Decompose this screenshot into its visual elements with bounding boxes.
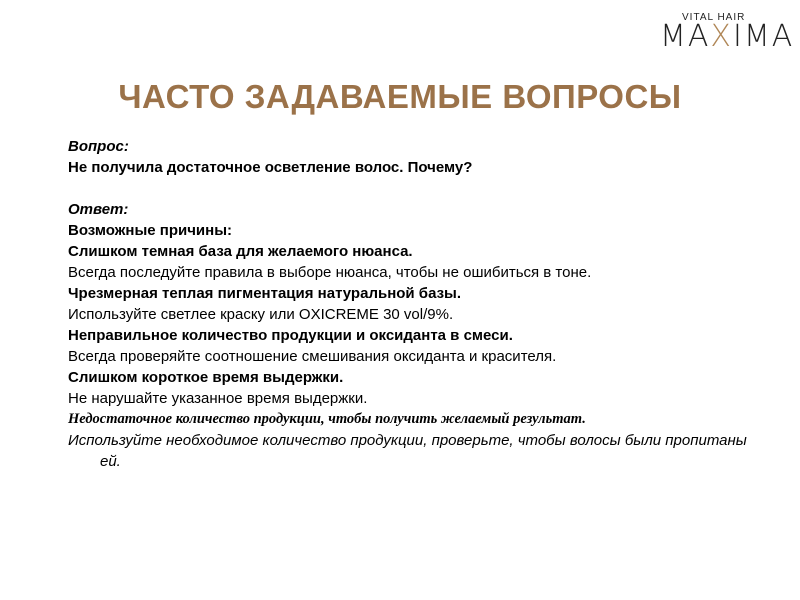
spacer bbox=[68, 178, 768, 199]
faq-content bbox=[68, 136, 768, 472]
advice-3: Всегда проверяйте соотношение смешивания оксиданта и красителя. bbox=[68, 348, 557, 365]
answer-label: Ответ: bbox=[68, 201, 129, 218]
answer-intro: Возможные причины: bbox=[68, 222, 232, 239]
advice-5: Используйте необходимое количество продукции, проверьте, чтобы волосы были пропитаны ей. bbox=[68, 432, 747, 470]
advice-2: Используйте светлее краску или OXICREME 30 vol/9%. bbox=[68, 306, 454, 323]
cause-5: Недостаточное количество продукции, чтобы получить желаемый результат. bbox=[68, 411, 586, 427]
cause-1: Слишком темная база для желаемого нюанса. bbox=[68, 243, 413, 260]
cause-3: Неправильное количество продукции и оксиданта в смеси. bbox=[68, 327, 513, 344]
page-title: ЧАСТО ЗАДАВАЕМЫЕ ВОПРОСЫ bbox=[118, 78, 682, 115]
advice-1: Всегда последуйте правила в выборе нюанса, чтобы не ошибиться в тоне. bbox=[68, 264, 592, 281]
logo-tagline: VITAL HAIR bbox=[682, 12, 746, 23]
brand-logo bbox=[660, 8, 795, 54]
cause-4: Слишком короткое время выдержки. bbox=[68, 369, 344, 386]
logo-wordmark bbox=[660, 19, 795, 54]
logo-wordmark-accent: X bbox=[710, 19, 733, 54]
cause-2: Чрезмерная теплая пигментация натуральной базы. bbox=[68, 285, 462, 302]
question-label: Вопрос: bbox=[68, 138, 129, 155]
question-text: Не получила достаточное осветление волос. Почему? bbox=[68, 159, 473, 176]
logo-wordmark-part-a: MA bbox=[660, 19, 711, 54]
logo-wordmark-part-b: IMA bbox=[732, 19, 795, 54]
advice-4: Не нарушайте указанное время выдержки. bbox=[68, 390, 368, 407]
